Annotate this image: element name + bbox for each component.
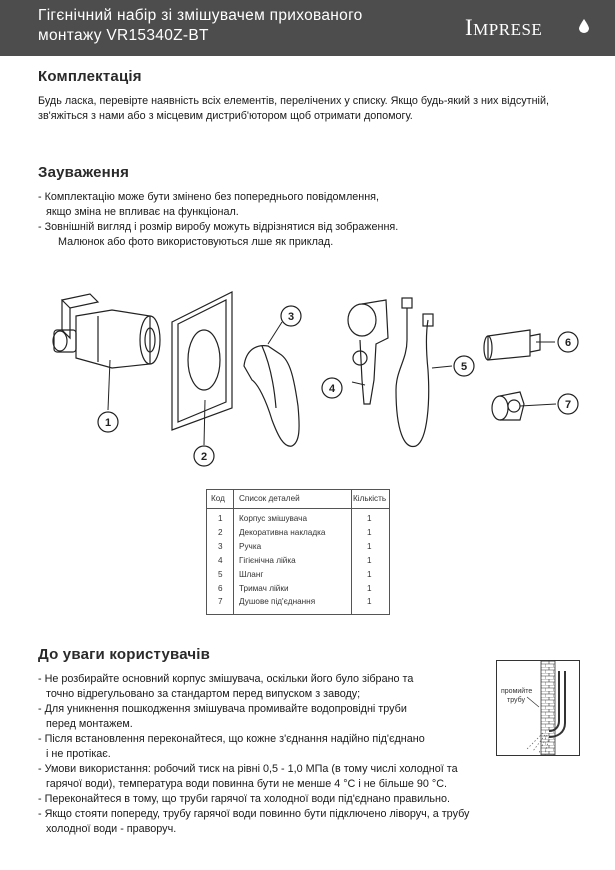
- attention-line: - Після встановлення переконайтеся, що кожне з'єднання надійно під'єднано: [38, 733, 425, 745]
- row-qty: 1: [367, 542, 372, 551]
- row-code: 3: [218, 542, 223, 551]
- header-bar: [0, 0, 615, 56]
- attention-line: - Умови використання: робочий тиск на рівні 0,5 - 1,0 МПа (в тому числі холодної та: [38, 763, 458, 775]
- attention-line: холодної води - праворуч.: [46, 823, 177, 835]
- notes-line: - Зовнішній вигляд і розмір виробу можуть відрізнятися від зображення.: [38, 221, 399, 233]
- row-name: Гігієнічна лійка: [239, 556, 296, 565]
- row-name: Корпус змішувача: [239, 514, 307, 523]
- row-name: Декоративна накладка: [239, 528, 326, 537]
- row-qty: 1: [367, 597, 372, 606]
- row-qty: 1: [367, 528, 372, 537]
- notes-line: Малюнок або фото використовуються лше як приклад.: [58, 236, 334, 248]
- row-code: 5: [218, 570, 223, 579]
- row-code: 2: [218, 528, 223, 537]
- callout-5: 5: [460, 361, 468, 373]
- water-drop-icon: [579, 19, 589, 33]
- shower-connection-drawing: [492, 392, 524, 420]
- callout-6: 6: [564, 337, 572, 349]
- row-name: Шланг: [239, 570, 264, 579]
- callout-7: 7: [564, 399, 572, 411]
- kit-text: Будь ласка, перевірте наявність всіх елементів, перелічених у списку. Якщо будь-який з них відсутній, зв'яжіться з нами або з місцевим дистриб'ютором щоб отримати допомогу.: [38, 95, 549, 122]
- hose-drawing: [396, 298, 433, 447]
- brand-initial: I: [465, 15, 474, 40]
- notes-line: - Комплектацію може бути змінено без попереднього повідомлення,: [38, 191, 380, 203]
- callout-4: 4: [328, 383, 336, 395]
- hygienic-shower-drawing: [348, 300, 388, 404]
- header-name: Список деталей: [239, 494, 300, 503]
- mixer-body-drawing: [53, 294, 160, 368]
- row-qty: 1: [367, 584, 372, 593]
- attention-line: гарячої води), температура води повинна бути не менше 4 °С і не більше 90 °С.: [46, 778, 447, 790]
- callout-3: 3: [287, 311, 295, 323]
- attention-heading: До уваги користувачів: [38, 646, 211, 663]
- decorative-plate-drawing: [172, 292, 232, 430]
- attention-line: - Якщо стояти попереду, трубу гарячої води повинно бути підключено ліворуч, а трубу: [38, 808, 470, 820]
- row-name: Тримач лійки: [239, 584, 289, 593]
- attention-line: перед монтажем.: [46, 718, 133, 730]
- row-code: 1: [218, 514, 223, 523]
- header-qty: Кількість: [353, 494, 387, 503]
- attention-line: - Для уникнення пошкодження змішувача промивайте водопровідні труби: [38, 703, 407, 715]
- attention-line: - Переконайтеся в тому, що труби гарячої та холодної води під'єднано правильно.: [38, 793, 451, 805]
- attention-line: точно відрегульовано за стандартом перед випуском з заводу;: [46, 688, 361, 700]
- brand-rest: MPRESE: [473, 20, 543, 39]
- header-code: Код: [211, 494, 225, 503]
- kit-heading: Комплектація: [38, 68, 142, 85]
- handle-drawing: [244, 346, 299, 447]
- row-qty: 1: [367, 514, 372, 523]
- callout-1: 1: [104, 417, 112, 429]
- row-qty: 1: [367, 570, 372, 579]
- brand-logo: [465, 15, 542, 41]
- row-code: 6: [218, 584, 223, 593]
- row-code: 4: [218, 556, 223, 565]
- pipe-drawing: [497, 661, 579, 755]
- attention-line: і не протікає.: [46, 748, 111, 760]
- row-name: Душове під'єднання: [239, 597, 316, 606]
- notes-line: якщо зміна не впливає на функціонал.: [46, 206, 239, 218]
- callout-2: 2: [200, 451, 208, 463]
- parts-table: [206, 489, 390, 615]
- pipe-label-1: промийте: [501, 688, 533, 695]
- attention-line: - Не розбирайте основний корпус змішувача, оскільки його було зібрано та: [38, 673, 414, 685]
- row-name: Ручка: [239, 542, 262, 551]
- shower-holder-drawing: [484, 330, 540, 360]
- row-code: 7: [218, 597, 223, 606]
- pipe-label-2: трубу: [507, 697, 525, 704]
- parts-diagram: [0, 280, 615, 480]
- pipe-flush-illustration: [496, 660, 580, 756]
- row-qty: 1: [367, 556, 372, 565]
- notes-heading: Зауваження: [38, 164, 130, 181]
- document-title: Гігєнічний набір зі змішувачем прихованого монтажу VR15340Z-BT: [38, 7, 363, 44]
